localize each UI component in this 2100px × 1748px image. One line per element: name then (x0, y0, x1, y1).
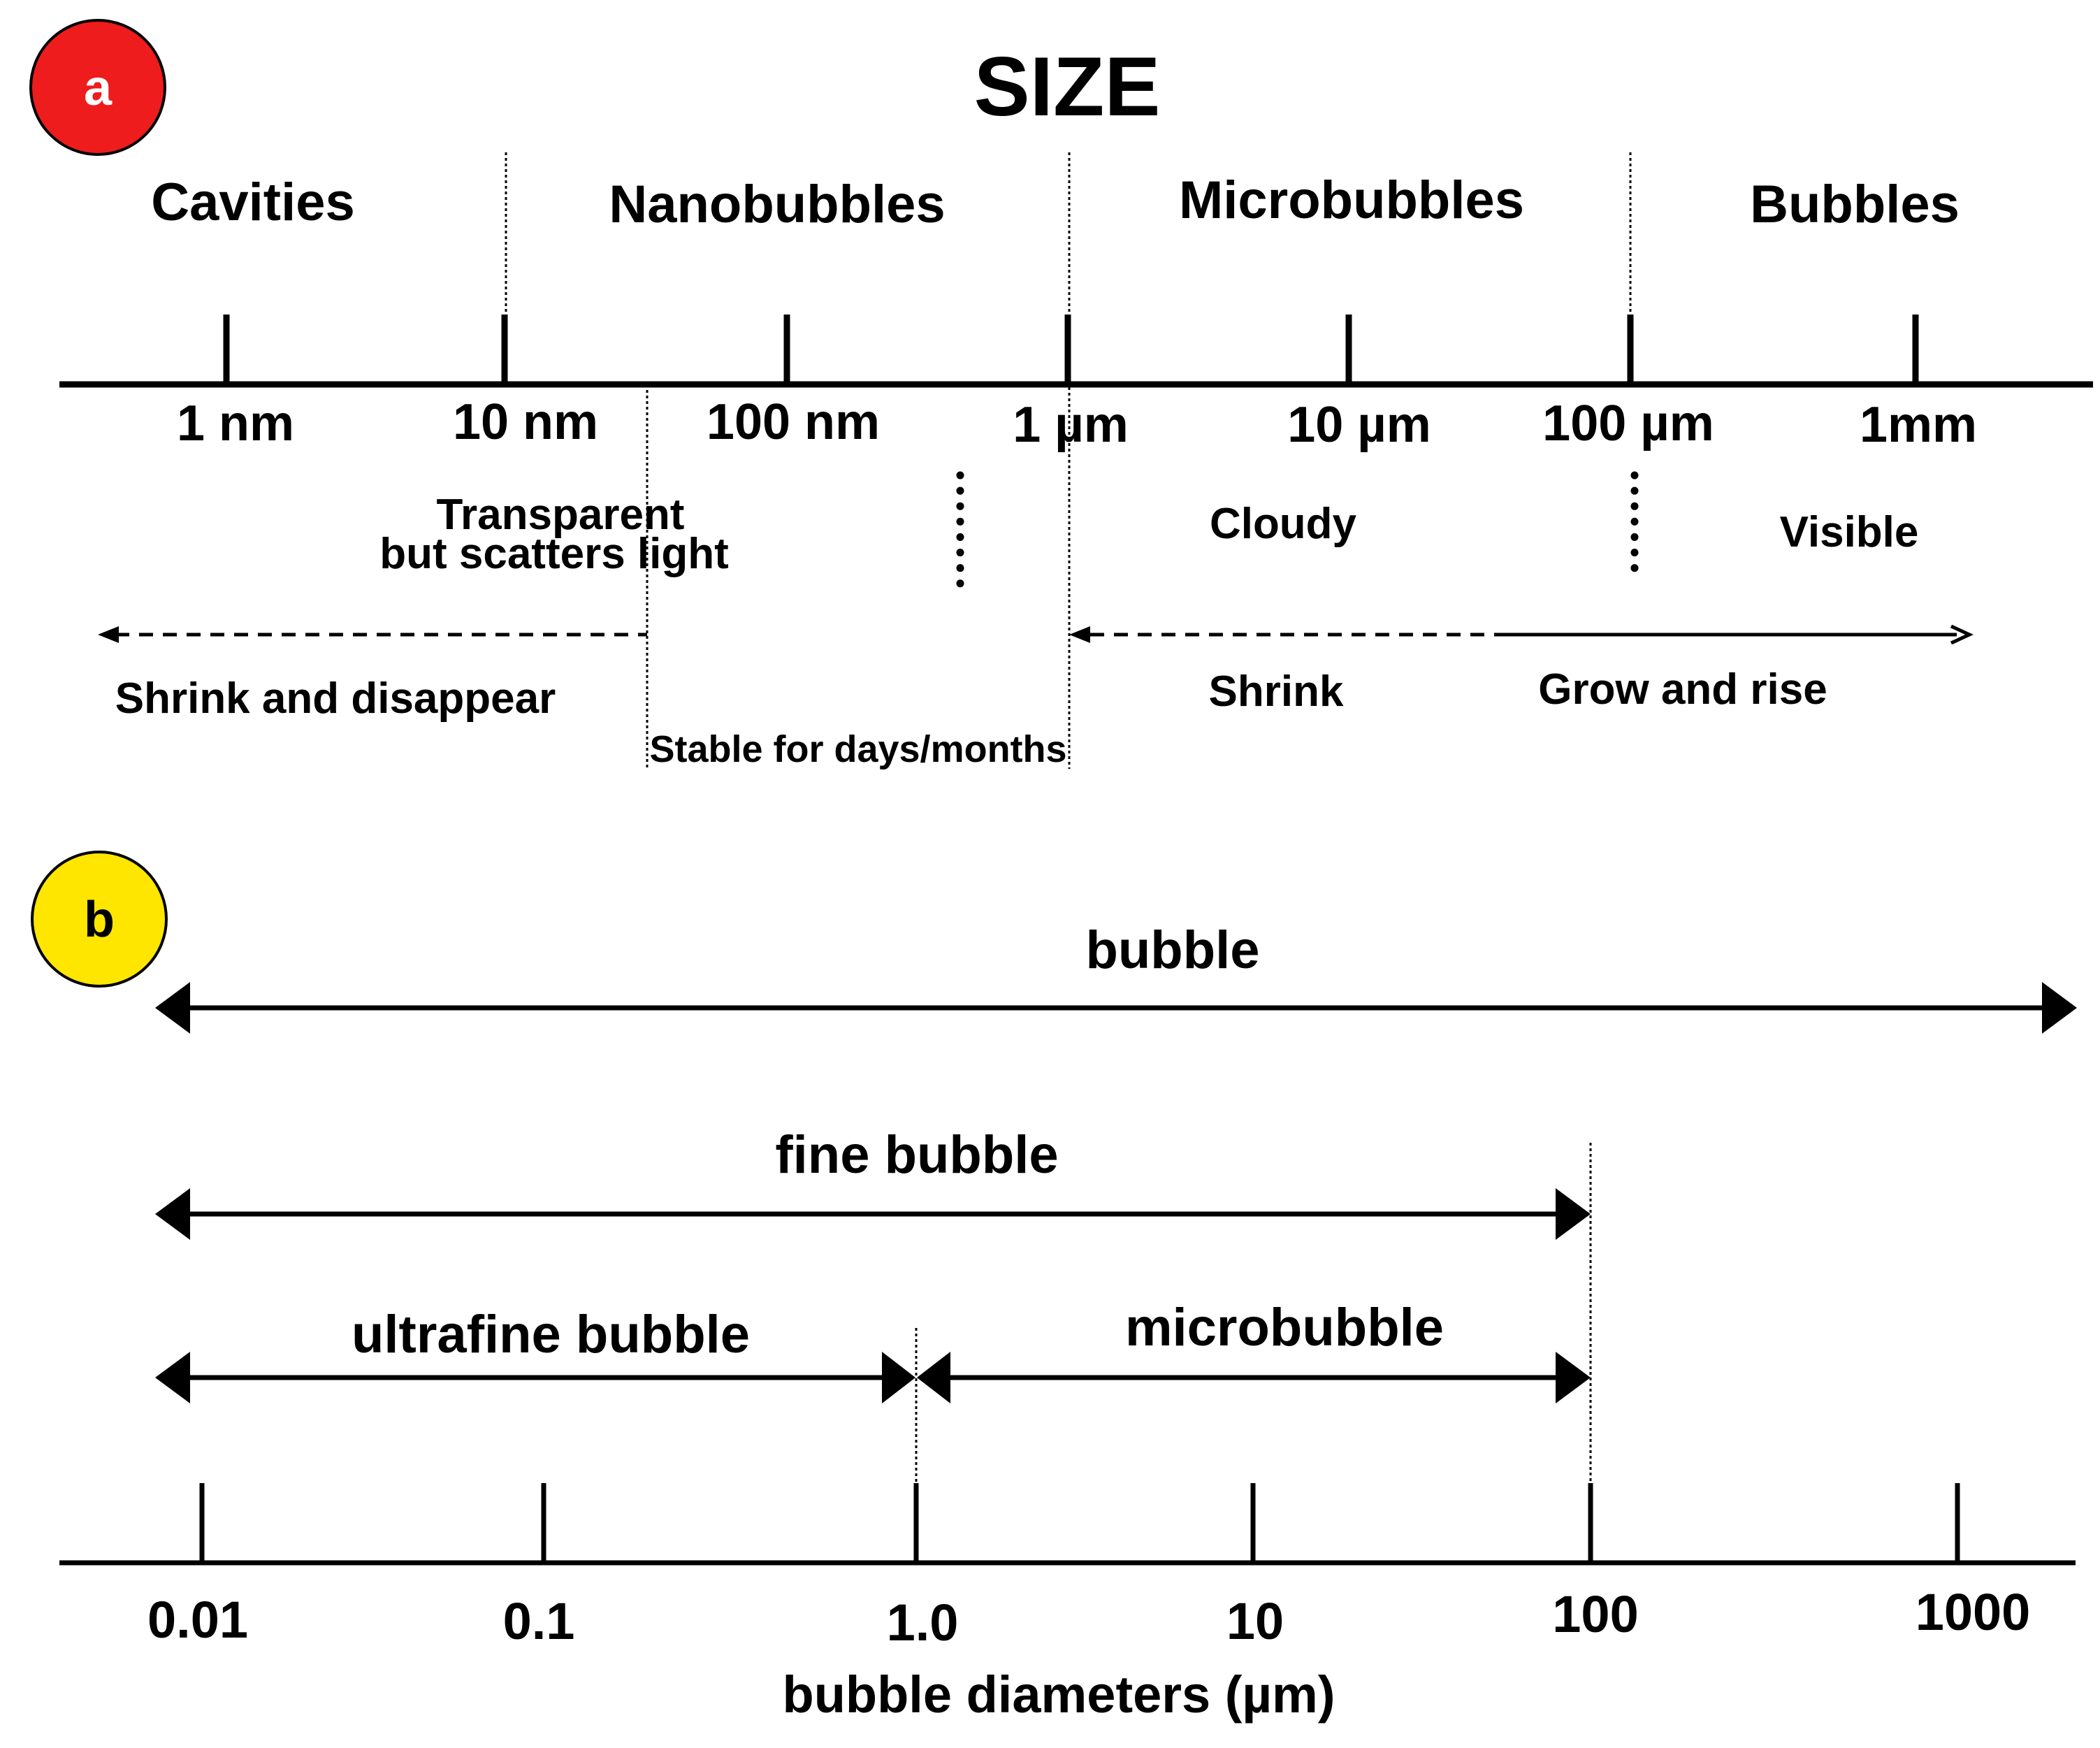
diameter-tick-label: 0.1 (502, 1592, 575, 1650)
range-fine-bubble-label: fine bubble (775, 1125, 1059, 1185)
behavior-grow-rise: Grow and rise (1538, 665, 1827, 714)
category-microbubbles: Microbubbles (1178, 171, 1525, 230)
panel-a-badge-label: a (83, 60, 113, 116)
diameter-tick-label: 1.0 (886, 1594, 959, 1652)
behavior-shrink-disappear: Shrink and disappear (115, 674, 556, 723)
diameter-tick-label: 100 (1552, 1585, 1639, 1643)
panel-a (31, 20, 2093, 770)
category-nanobubbles: Nanobubbles (609, 175, 946, 234)
behavior-shrink: Shrink (1208, 667, 1344, 716)
range-ultrafine-bubble-right-head (882, 1352, 915, 1403)
size-tick-label: 1mm (1859, 397, 1978, 453)
size-tick-label: 10 µm (1287, 397, 1431, 453)
property-transparent: Transparent (436, 491, 685, 539)
panel-b-badge-label: b (84, 892, 115, 948)
range-ultrafine-bubble-left-head (155, 1352, 190, 1403)
range-bubble-left-head (155, 982, 190, 1034)
range-ultrafine-bubble-label: ultrafine bubble (352, 1305, 750, 1364)
range-bubble-label: bubble (1085, 920, 1260, 980)
range-fine-bubble-right-head (1556, 1188, 1591, 1240)
diameter-axis-title: bubble diameters (µm) (782, 1666, 1335, 1724)
range-fine-bubble-left-head (155, 1188, 190, 1240)
behavior-stable: Stable for days/months (649, 728, 1067, 770)
size-tick-label: 1 µm (1013, 397, 1129, 453)
property-visible: Visible (1779, 508, 1919, 556)
size-tick-label: 1 nm (176, 396, 295, 452)
property-cloudy: Cloudy (1209, 500, 1357, 548)
diameter-tick-label: 10 (1226, 1592, 1284, 1650)
arrow-shrink-head (1069, 626, 1090, 643)
diameter-tick-label: 0.01 (147, 1591, 249, 1649)
size-tick-label: 100 nm (706, 394, 881, 450)
category-bubbles: Bubbles (1750, 175, 1960, 234)
diameter-tick-label: 1000 (1915, 1583, 2031, 1641)
panel-a-title: SIZE (973, 40, 1161, 133)
range-microbubble-right-head (1556, 1352, 1591, 1403)
range-microbubble-left-head (917, 1352, 950, 1403)
range-bubble-right-head (2042, 982, 2077, 1034)
property-scatters-light: but scatters light (379, 530, 729, 578)
range-microbubble-label: microbubble (1124, 1298, 1444, 1357)
category-cavities: Cavities (151, 173, 355, 232)
size-tick-label: 10 nm (452, 394, 599, 450)
panel-b (32, 852, 2077, 1724)
size-tick-label: 100 µm (1542, 396, 1714, 452)
arrow-shrink-disappear-head (98, 626, 119, 643)
